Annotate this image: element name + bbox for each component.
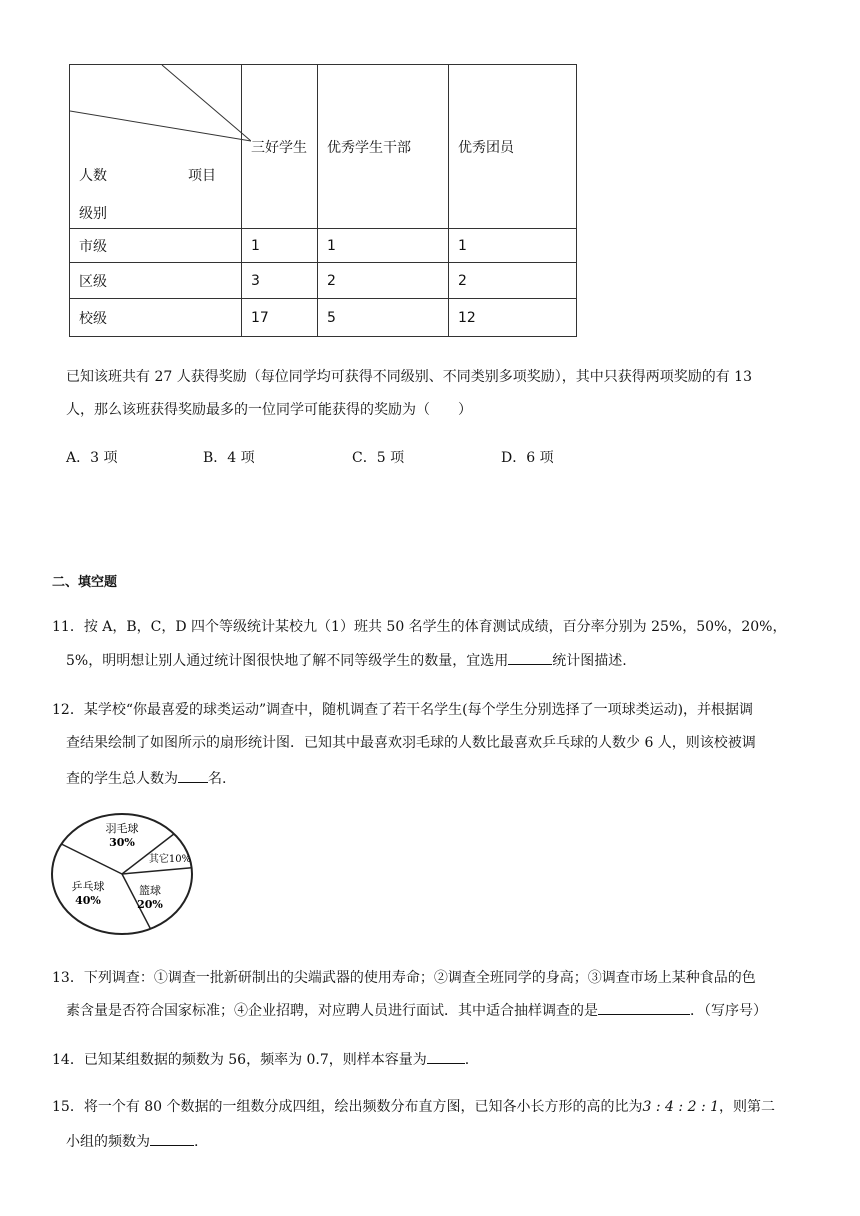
column-header: 三好学生 (242, 65, 318, 229)
section-heading: 二、填空题 (52, 575, 118, 590)
award-table (69, 64, 577, 337)
pie-slice-value: 40% (75, 894, 101, 907)
table-row (70, 299, 577, 337)
pie-slice-label: 篮球 (139, 884, 161, 897)
q15-line1: 15．将一个有 80 个数据的一组数分成四组，绘出频数分布直方图，已知各小长方形的高的比为3 : 4 : 2 : 1，则第二 (52, 1099, 776, 1115)
answer-blank (150, 1131, 194, 1146)
table-cell: 2 (318, 263, 449, 299)
q13-line2: 素含量是否符合国家标准；④企业招聘，对应聘人员进行面试．其中适合抽样调查的是 ．（写序号） (66, 1000, 767, 1021)
table-row (70, 229, 577, 263)
corner-level-label: 级别 (79, 206, 107, 222)
answer-blank (508, 650, 552, 665)
answer-blank (427, 1049, 465, 1064)
q11-line2: 5%，明明想让别人通过统计图很快地了解不同等级学生的数量，宜选用 统计图描述. (66, 650, 627, 671)
corner-people-label: 人数 (79, 168, 107, 184)
q10-option-c: C．5 项 (352, 450, 405, 466)
pie-slice-label: 其它10% (148, 854, 192, 865)
q15-line2: 小组的频数为 . (66, 1131, 198, 1152)
pie-chart (50, 812, 200, 940)
row-level: 市级 (70, 229, 242, 263)
table-cell: 12 (449, 299, 577, 337)
q12-line2: 查结果绘制了如图所示的扇形统计图．已知其中最喜欢羽毛球的人数比最喜欢乒乓球的人数少 6 人，则该校被调 (66, 735, 756, 751)
q12-line3: 查的学生总人数为 名. (66, 768, 226, 789)
answer-blank (178, 768, 208, 783)
table-cell: 1 (449, 229, 577, 263)
table-cell: 17 (242, 299, 318, 337)
q13-line1: 13．下列调查：①调查一批新研制出的尖端武器的使用寿命；②调查全班同学的身高；③调查市场上某种食品的色 (52, 970, 756, 986)
q10-line2: 人，那么该班获得奖励最多的一位同学可能获得的奖励为（ ） (66, 402, 472, 418)
column-header: 优秀学生干部 (318, 65, 449, 229)
row-level: 区级 (70, 263, 242, 299)
answer-blank (598, 1000, 690, 1015)
q11-line1: 11．按 A，B，C，D 四个等级统计某校九（1）班共 50 名学生的体育测试成绩，百分率分别为 25%，50%，20%， (52, 619, 787, 635)
table-corner-header (70, 65, 242, 229)
row-level: 校级 (70, 299, 242, 337)
q10-option-a: A．3 项 (66, 450, 118, 466)
column-header: 优秀团员 (449, 65, 577, 229)
q10-line1: 已知该班共有 27 人获得奖励（每位同学均可获得不同级别、不同类别多项奖励），其中只获得两项奖励的有 13 (66, 369, 752, 385)
table-cell: 2 (449, 263, 577, 299)
table-cell: 3 (242, 263, 318, 299)
table-cell: 5 (318, 299, 449, 337)
table-cell: 1 (318, 229, 449, 263)
q12-line1: 12．某学校“你最喜爱的球类运动”调查中，随机调查了若干名学生(每个学生分别选择了一项球类运动)，并根据调 (52, 702, 754, 718)
q10-option-b: B．4 项 (203, 450, 255, 466)
pie-slice-label: 乒乓球 (71, 880, 105, 893)
pie-slice-label: 羽毛球 (105, 822, 139, 835)
table-row (70, 263, 577, 299)
pie-slice-value: 30% (109, 836, 135, 849)
q14-line: 14．已知某组数据的频数为 56，频率为 0.7，则样本容量为 . (52, 1049, 469, 1070)
q10-option-d: D．6 项 (501, 450, 554, 466)
corner-project-label: 项目 (188, 168, 216, 184)
table-cell: 1 (242, 229, 318, 263)
pie-slice-value: 20% (137, 898, 163, 911)
ratio-text: 3 : 4 : 2 : 1 (642, 1099, 720, 1115)
